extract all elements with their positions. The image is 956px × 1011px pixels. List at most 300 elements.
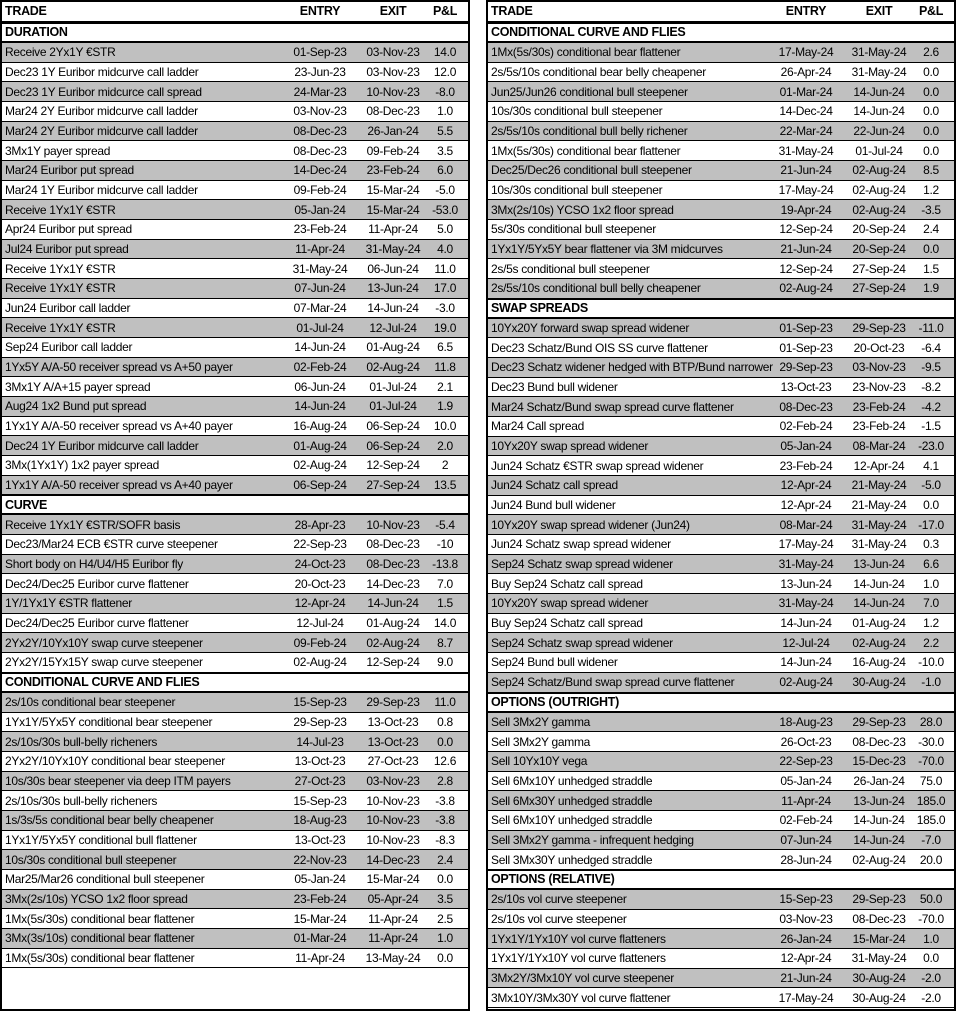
table-row xyxy=(2,752,468,772)
pnl-value-cell: -6.4 xyxy=(921,340,941,355)
exit-date-cell: 13-May-24 xyxy=(365,950,421,965)
section-title: CONDITIONAL CURVE AND FLIES xyxy=(5,675,200,690)
exit-date-cell: 03-Nov-23 xyxy=(852,360,906,375)
section-title: OPTIONS (OUTRIGHT) xyxy=(491,694,619,709)
pnl-value-cell: -30.0 xyxy=(918,734,944,749)
table-row xyxy=(2,82,468,102)
entry-date-cell: 01-Jul-24 xyxy=(296,320,344,335)
exit-date-cell: 13-Jun-24 xyxy=(853,557,905,572)
exit-date-cell: 14-Jun-24 xyxy=(853,813,905,828)
trade-name-cell: Sep24 Schatz swap spread widener xyxy=(491,557,673,572)
section-header-row xyxy=(488,693,954,713)
table-row xyxy=(2,890,468,910)
trade-name-cell: Dec23 Bund bull widener xyxy=(491,380,618,395)
pnl-value-cell: 2.1 xyxy=(437,379,453,394)
table-row xyxy=(2,633,468,653)
table-row xyxy=(488,122,954,142)
trade-name-cell: Buy Sep24 Schatz call spread xyxy=(491,616,643,631)
trade-name-cell: Sep24 Schatz swap spread widener xyxy=(491,635,673,650)
table-row xyxy=(2,515,468,535)
entry-date-cell: 18-Aug-23 xyxy=(779,714,833,729)
exit-date-cell: 27-Sep-24 xyxy=(366,478,420,493)
pnl-value-cell: -10.0 xyxy=(918,655,944,670)
pnl-value-cell: 4.1 xyxy=(923,458,939,473)
trade-name-cell: 2s/5s/10s conditional bull belly richener xyxy=(491,124,688,139)
table-row xyxy=(2,436,468,456)
trade-name-cell: 1Yx1Y A/A-50 receiver spread vs A+40 payer xyxy=(5,478,233,493)
pnl-value-cell: -2.0 xyxy=(921,990,941,1005)
entry-date-cell: 23-Feb-24 xyxy=(293,891,347,906)
entry-date-cell: 22-Mar-24 xyxy=(779,124,833,139)
column-header-pnl: P&L xyxy=(432,4,458,19)
trade-name-cell: Dec25/Dec26 conditional bull steepener xyxy=(491,163,692,178)
trade-name-cell: 2s/10s/30s bull-belly richeners xyxy=(5,793,158,808)
exit-date-cell: 14-Jun-24 xyxy=(853,832,905,847)
table-row xyxy=(488,378,954,398)
table-row xyxy=(2,141,468,161)
entry-date-cell: 06-Jun-24 xyxy=(294,379,346,394)
table-row xyxy=(488,397,954,417)
table-row xyxy=(488,63,954,83)
pnl-value-cell: 185.0 xyxy=(916,813,946,828)
table-row xyxy=(2,909,468,929)
entry-date-cell: 02-Feb-24 xyxy=(779,419,833,434)
entry-date-cell: 22-Nov-23 xyxy=(293,852,347,867)
trade-name-cell: 3Mx1Y A/A+15 payer spread xyxy=(5,379,151,394)
trade-name-cell: 2Yx2Y/15Yx15Y swap curve steepener xyxy=(5,655,203,670)
pnl-value-cell: 1.5 xyxy=(923,261,939,276)
entry-date-cell: 02-Aug-24 xyxy=(293,655,347,670)
pnl-value-cell: -5.4 xyxy=(435,517,455,532)
exit-date-cell: 15-Mar-24 xyxy=(852,931,906,946)
pnl-value-cell: 3.5 xyxy=(437,143,453,158)
pnl-value-cell: 8.7 xyxy=(437,635,453,650)
exit-date-cell: 02-Aug-24 xyxy=(366,360,420,375)
trade-name-cell: 3Mx2Y/3Mx10Y vol curve steepener xyxy=(491,970,674,985)
table-row xyxy=(488,791,954,811)
trade-name-cell: 2Yx2Y/10Yx10Y conditional bear steepener xyxy=(5,754,225,769)
entry-date-cell: 08-Mar-24 xyxy=(779,517,833,532)
trade-name-cell: Sell 3Mx2Y gamma - infrequent hedging xyxy=(491,832,694,847)
exit-date-cell: 14-Dec-23 xyxy=(366,576,420,591)
exit-date-cell: 27-Sep-24 xyxy=(852,261,906,276)
table-row xyxy=(488,910,954,930)
entry-date-cell: 26-Apr-24 xyxy=(780,65,832,79)
pnl-value-cell: -8.2 xyxy=(921,380,941,395)
exit-date-cell: 02-Aug-24 xyxy=(852,852,906,867)
pnl-value-cell: 0.0 xyxy=(923,65,939,79)
entry-date-cell: 23-Jun-23 xyxy=(294,65,346,79)
pnl-value-cell: -5.0 xyxy=(435,183,455,198)
pnl-value-cell: 0.0 xyxy=(923,242,939,257)
entry-date-cell: 02-Feb-24 xyxy=(779,813,833,828)
column-header-trade: TRADE xyxy=(5,4,47,19)
trade-name-cell: Sell 6Mx10Y unhedged straddle xyxy=(491,773,653,788)
exit-date-cell: 10-Nov-23 xyxy=(366,793,420,808)
exit-date-cell: 01-Aug-24 xyxy=(366,340,420,355)
table-row xyxy=(488,732,954,752)
table-row xyxy=(488,555,954,575)
table-row xyxy=(488,43,954,63)
trade-name-cell: 1Y/1Yx1Y €STR flattener xyxy=(5,596,132,611)
exit-date-cell: 01-Aug-24 xyxy=(852,616,906,631)
trade-name-cell: Jun24 Schatz call spread xyxy=(491,478,618,493)
trade-name-cell: 3Mx(2s/10s) YCSO 1x2 floor spread xyxy=(491,202,674,217)
exit-date-cell: 23-Feb-24 xyxy=(852,399,906,414)
entry-date-cell: 13-Jun-24 xyxy=(780,576,832,591)
trade-name-cell: 1Yx1Y/1Yx10Y vol curve flatteners xyxy=(491,931,666,946)
pnl-value-cell: 0.8 xyxy=(437,714,453,729)
trade-name-cell: 1Yx5Y A/A-50 receiver spread vs A+50 payer xyxy=(5,360,233,375)
exit-date-cell: 30-Aug-24 xyxy=(852,990,906,1005)
table-row xyxy=(488,220,954,240)
trade-name-cell: Mar24 Schatz/Bund swap spread curve flattener xyxy=(491,399,734,414)
entry-date-cell: 28-Jun-24 xyxy=(780,852,832,867)
entry-date-cell: 11-Apr-24 xyxy=(781,793,831,808)
pnl-value-cell: -17.0 xyxy=(918,517,944,532)
pnl-value-cell: -1.0 xyxy=(921,675,941,690)
trade-name-cell: Receive 1Yx1Y €STR xyxy=(5,320,116,335)
table-row xyxy=(2,259,468,279)
pnl-value-cell: 11.0 xyxy=(434,261,456,276)
pnl-value-cell: 1.0 xyxy=(437,104,453,119)
pnl-value-cell: 5.0 xyxy=(437,222,453,237)
table-row xyxy=(2,949,468,969)
trade-name-cell: 3Mx(1Yx1Y) 1x2 payer spread xyxy=(5,458,159,473)
exit-date-cell: 11-Apr-24 xyxy=(368,911,418,926)
exit-date-cell: 13-Jun-24 xyxy=(853,793,905,808)
table-row xyxy=(2,811,468,831)
exit-date-cell: 10-Nov-23 xyxy=(366,813,420,828)
entry-date-cell: 20-Oct-23 xyxy=(294,576,346,591)
exit-date-cell: 31-May-24 xyxy=(851,45,907,60)
table-row xyxy=(2,240,468,260)
entry-date-cell: 13-Oct-23 xyxy=(294,832,346,847)
trade-name-cell: 10Yx20Y swap spread widener xyxy=(491,596,649,611)
pnl-value-cell: 0.0 xyxy=(923,124,939,139)
exit-date-cell: 14-Jun-24 xyxy=(853,576,905,591)
pnl-value-cell: 1.0 xyxy=(437,931,453,946)
pnl-value-cell: 0.0 xyxy=(923,143,939,158)
exit-date-cell: 08-Dec-23 xyxy=(366,104,420,119)
table-row xyxy=(488,102,954,122)
entry-date-cell: 16-Aug-24 xyxy=(293,419,347,434)
table-row xyxy=(488,358,954,378)
pnl-value-cell: -8.3 xyxy=(435,832,455,847)
trade-name-cell: Sell 10Yx10Y vega xyxy=(491,754,588,769)
entry-date-cell: 27-Oct-23 xyxy=(294,773,346,788)
entry-date-cell: 02-Aug-24 xyxy=(293,458,347,473)
table-row xyxy=(2,535,468,555)
table-row xyxy=(2,594,468,614)
entry-date-cell: 24-Oct-23 xyxy=(294,557,346,572)
table-row xyxy=(488,240,954,260)
pnl-value-cell: 0.0 xyxy=(437,734,453,749)
entry-date-cell: 01-Mar-24 xyxy=(293,931,347,946)
table-row xyxy=(488,141,954,161)
entry-date-cell: 14-Jun-24 xyxy=(780,655,832,670)
exit-date-cell: 29-Sep-23 xyxy=(852,892,906,907)
table-row xyxy=(2,43,468,63)
entry-date-cell: 17-May-24 xyxy=(778,45,834,60)
exit-date-cell: 05-Apr-24 xyxy=(367,891,419,906)
entry-date-cell: 12-Apr-24 xyxy=(780,478,832,493)
exit-date-cell: 26-Jan-24 xyxy=(853,773,905,788)
exit-date-cell: 26-Jan-24 xyxy=(367,124,419,139)
pnl-value-cell: 0.3 xyxy=(923,537,939,552)
exit-date-cell: 23-Nov-23 xyxy=(852,380,906,395)
table-row xyxy=(488,988,954,1008)
trade-name-cell: Receive 1Yx1Y €STR xyxy=(5,281,116,296)
pnl-value-cell: 0.0 xyxy=(437,950,453,965)
table-row xyxy=(2,713,468,733)
pnl-value-cell: 6.0 xyxy=(437,163,453,178)
pnl-value-cell: 11.8 xyxy=(434,360,456,375)
table-row xyxy=(488,200,954,220)
table-row xyxy=(488,535,954,555)
exit-date-cell: 13-Jun-24 xyxy=(367,281,419,296)
exit-date-cell: 12-Jul-24 xyxy=(369,320,417,335)
entry-date-cell: 29-Sep-23 xyxy=(293,714,347,729)
pnl-value-cell: 2.0 xyxy=(437,438,453,453)
trade-name-cell: Receive 1Yx1Y €STR xyxy=(5,261,116,276)
exit-date-cell: 02-Aug-24 xyxy=(852,202,906,217)
pnl-value-cell: -53.0 xyxy=(432,202,458,217)
pnl-value-cell: -10 xyxy=(436,537,454,552)
exit-date-cell: 01-Jul-24 xyxy=(369,399,417,414)
exit-date-cell: 29-Sep-23 xyxy=(852,714,906,729)
entry-date-cell: 07-Mar-24 xyxy=(293,301,347,316)
pnl-value-cell: 12.6 xyxy=(433,754,457,769)
exit-date-cell: 02-Aug-24 xyxy=(852,163,906,178)
table-row xyxy=(2,555,468,575)
table-row xyxy=(2,417,468,437)
entry-date-cell: 07-Jun-24 xyxy=(780,832,832,847)
trade-name-cell: Dec24/Dec25 Euribor curve flattener xyxy=(5,616,189,631)
pnl-value-cell: 7.0 xyxy=(437,576,453,591)
trade-name-cell: Sell 3Mx30Y unhedged straddle xyxy=(491,852,653,867)
table-row xyxy=(488,181,954,201)
entry-date-cell: 22-Sep-23 xyxy=(779,754,833,769)
table-row xyxy=(2,397,468,417)
entry-date-cell: 22-Sep-23 xyxy=(293,537,347,552)
trade-name-cell: 10Yx20Y swap spread widener (Jun24) xyxy=(491,517,690,532)
table-row xyxy=(2,831,468,851)
exit-date-cell: 02-Aug-24 xyxy=(852,183,906,198)
entry-date-cell: 06-Sep-24 xyxy=(293,478,347,493)
pnl-value-cell: 3.5 xyxy=(437,891,453,906)
exit-date-cell: 08-Dec-23 xyxy=(852,911,906,926)
entry-date-cell: 08-Dec-23 xyxy=(779,399,833,414)
table-row xyxy=(2,732,468,752)
trade-name-cell: 1Yx1Y/5Yx5Y conditional bull flattener xyxy=(5,832,197,847)
pnl-value-cell: 1.9 xyxy=(923,281,939,296)
column-header-trade: TRADE xyxy=(491,4,533,19)
trade-name-cell: 10s/30s conditional bull steepener xyxy=(491,183,663,198)
entry-date-cell: 12-Jul-24 xyxy=(782,635,830,650)
table-row xyxy=(2,122,468,142)
trade-name-cell: Dec23/Mar24 ECB €STR curve steepener xyxy=(5,537,218,552)
trade-name-cell: Receive 2Yx1Y €STR xyxy=(5,45,116,60)
entry-date-cell: 03-Nov-23 xyxy=(779,911,833,926)
entry-date-cell: 23-Feb-24 xyxy=(293,222,347,237)
trade-name-cell: Apr24 Euribor put spread xyxy=(5,222,132,237)
pnl-value-cell: 1.5 xyxy=(437,596,453,611)
trade-name-cell: Sep24 Bund bull widener xyxy=(491,655,618,670)
exit-date-cell: 15-Mar-24 xyxy=(366,202,420,217)
pnl-value-cell: 12.0 xyxy=(433,65,457,79)
table-row xyxy=(488,890,954,910)
entry-date-cell: 12-Apr-24 xyxy=(780,498,832,513)
exit-date-cell: 29-Sep-23 xyxy=(852,321,906,336)
pnl-value-cell: -3.0 xyxy=(435,301,455,316)
section-header-row xyxy=(2,673,468,693)
table-row xyxy=(488,319,954,339)
table-row xyxy=(488,949,954,969)
column-header-pnl: P&L xyxy=(918,4,944,19)
table-row xyxy=(488,496,954,516)
entry-date-cell: 01-Aug-24 xyxy=(293,438,347,453)
pnl-value-cell: 0.0 xyxy=(923,104,939,119)
pnl-value-cell: 2.6 xyxy=(923,45,939,60)
pnl-value-cell: -2.0 xyxy=(921,970,941,985)
exit-date-cell: 20-Sep-24 xyxy=(852,222,906,237)
trade-name-cell: 1Yx1Y/5Yx5Y bear flattener via 3M midcurves xyxy=(491,242,723,257)
exit-date-cell: 23-Feb-24 xyxy=(366,163,420,178)
trade-name-cell: 3Mx(2s/10s) YCSO 1x2 floor spread xyxy=(5,891,188,906)
entry-date-cell: 21-Jun-24 xyxy=(780,242,832,257)
section-header-row xyxy=(2,23,468,43)
pnl-value-cell: 14.0 xyxy=(433,45,457,60)
trade-name-cell: Jun24 Euribor call ladder xyxy=(5,301,131,316)
trade-name-cell: 2s/10s vol curve steepener xyxy=(491,892,627,907)
exit-date-cell: 12-Sep-24 xyxy=(366,655,420,670)
column-header-exit: EXIT xyxy=(379,4,407,19)
pnl-value-cell: 6.5 xyxy=(437,340,453,355)
exit-date-cell: 14-Jun-24 xyxy=(853,84,905,99)
exit-date-cell: 03-Nov-23 xyxy=(366,65,420,79)
table-row xyxy=(2,220,468,240)
table-row xyxy=(488,673,954,693)
pnl-value-cell: 0.0 xyxy=(923,951,939,966)
entry-date-cell: 28-Apr-23 xyxy=(294,517,346,532)
trade-name-cell: Jun25/Jun26 conditional bull steepener xyxy=(491,84,688,99)
exit-date-cell: 06-Sep-24 xyxy=(366,438,420,453)
pnl-value-cell: 9.0 xyxy=(437,655,453,670)
trade-name-cell: 3Mx10Y/3Mx30Y vol curve flattener xyxy=(491,990,671,1005)
table-row xyxy=(2,653,468,673)
table-row xyxy=(2,850,468,870)
trade-name-cell: Jun24 Bund bull widener xyxy=(491,498,616,513)
pnl-value-cell: 2 xyxy=(441,458,449,473)
table-row xyxy=(2,279,468,299)
column-header-entry: ENTRY xyxy=(785,4,827,19)
exit-date-cell: 10-Nov-23 xyxy=(366,517,420,532)
entry-date-cell: 14-Jun-24 xyxy=(780,616,832,631)
exit-date-cell: 31-May-24 xyxy=(851,951,907,966)
trade-name-cell: 3Mx(3s/10s) conditional bear flattener xyxy=(5,931,195,946)
pnl-value-cell: 2.4 xyxy=(437,852,453,867)
exit-date-cell: 15-Mar-24 xyxy=(366,183,420,198)
exit-date-cell: 14-Jun-24 xyxy=(367,301,419,316)
exit-date-cell: 11-Apr-24 xyxy=(368,931,418,946)
table-row xyxy=(488,417,954,437)
entry-date-cell: 14-Dec-24 xyxy=(779,104,833,119)
exit-date-cell: 12-Sep-24 xyxy=(366,458,420,473)
table-row xyxy=(2,338,468,358)
section-title: SWAP SPREADS xyxy=(491,300,588,315)
pnl-value-cell: 20.0 xyxy=(919,852,943,867)
entry-date-cell: 01-Sep-23 xyxy=(293,45,347,60)
pnl-value-cell: -3.5 xyxy=(921,202,941,217)
entry-date-cell: 26-Oct-23 xyxy=(780,734,832,749)
trade-name-cell: Dec24/Dec25 Euribor curve flattener xyxy=(5,576,189,591)
trade-name-cell: Sell 3Mx2Y gamma xyxy=(491,734,591,749)
pnl-value-cell: -5.0 xyxy=(921,478,941,493)
trade-name-cell: 2s/5s/10s conditional bull belly cheapener xyxy=(491,281,701,296)
exit-date-cell: 06-Sep-24 xyxy=(366,419,420,434)
entry-date-cell: 01-Sep-23 xyxy=(779,321,833,336)
pnl-value-cell: -23.0 xyxy=(918,439,944,454)
trade-name-cell: Mar24 Call spread xyxy=(491,419,584,434)
entry-date-cell: 05-Jan-24 xyxy=(780,773,832,788)
pnl-value-cell: -1.5 xyxy=(921,419,941,434)
trade-name-cell: 3Mx1Y payer spread xyxy=(5,143,111,158)
exit-date-cell: 11-Apr-24 xyxy=(368,222,418,237)
entry-date-cell: 19-Apr-24 xyxy=(780,202,832,217)
pnl-value-cell: -8.0 xyxy=(435,84,455,99)
pnl-value-cell: 17.0 xyxy=(433,281,457,296)
trade-name-cell: 2s/10s/30s bull-belly richeners xyxy=(5,734,158,749)
exit-date-cell: 30-Aug-24 xyxy=(852,675,906,690)
exit-date-cell: 20-Oct-23 xyxy=(853,340,905,355)
pnl-value-cell: 28.0 xyxy=(919,714,943,729)
table-row xyxy=(488,437,954,457)
entry-date-cell: 12-Jul-24 xyxy=(296,616,344,631)
trade-name-cell: 2s/10s conditional bear steepener xyxy=(5,695,176,710)
table-row xyxy=(488,515,954,535)
exit-date-cell: 08-Dec-23 xyxy=(366,537,420,552)
column-header-exit: EXIT xyxy=(865,4,893,19)
trade-name-cell: Short body on H4/U4/H5 Euribor fly xyxy=(5,557,183,572)
pnl-value-cell: 0.0 xyxy=(923,84,939,99)
table-row xyxy=(488,161,954,181)
table-row xyxy=(488,969,954,989)
exit-date-cell: 13-Oct-23 xyxy=(367,734,419,749)
entry-date-cell: 08-Dec-23 xyxy=(293,143,347,158)
pnl-value-cell: 4.0 xyxy=(437,242,453,257)
trade-name-cell: 1Mx(5s/30s) conditional bear flattener xyxy=(5,950,195,965)
entry-date-cell: 15-Sep-23 xyxy=(293,695,347,710)
table-row xyxy=(2,200,468,220)
pnl-value-cell: 14.0 xyxy=(433,616,457,631)
entry-date-cell: 13-Oct-23 xyxy=(294,754,346,769)
entry-date-cell: 12-Apr-24 xyxy=(780,951,832,966)
exit-date-cell: 13-Oct-23 xyxy=(367,714,419,729)
pnl-value-cell: -3.8 xyxy=(435,793,455,808)
pnl-value-cell: 2.8 xyxy=(437,773,453,788)
pnl-value-cell: 7.0 xyxy=(923,596,939,611)
entry-date-cell: 31-May-24 xyxy=(778,557,834,572)
trade-name-cell: 2s/10s vol curve steepener xyxy=(491,911,627,926)
trade-name-cell: 5s/30s conditional bull steepener xyxy=(491,222,656,237)
entry-date-cell: 11-Apr-24 xyxy=(295,950,345,965)
pnl-value-cell: 10.0 xyxy=(433,419,457,434)
section-title: DURATION xyxy=(5,25,68,40)
trade-name-cell: Dec24 1Y Euribor midcurve call ladder xyxy=(5,438,199,453)
trade-name-cell: Sell 6Mx30Y unhedged straddle xyxy=(491,793,653,808)
trade-name-cell: Receive 1Yx1Y €STR xyxy=(5,202,116,217)
